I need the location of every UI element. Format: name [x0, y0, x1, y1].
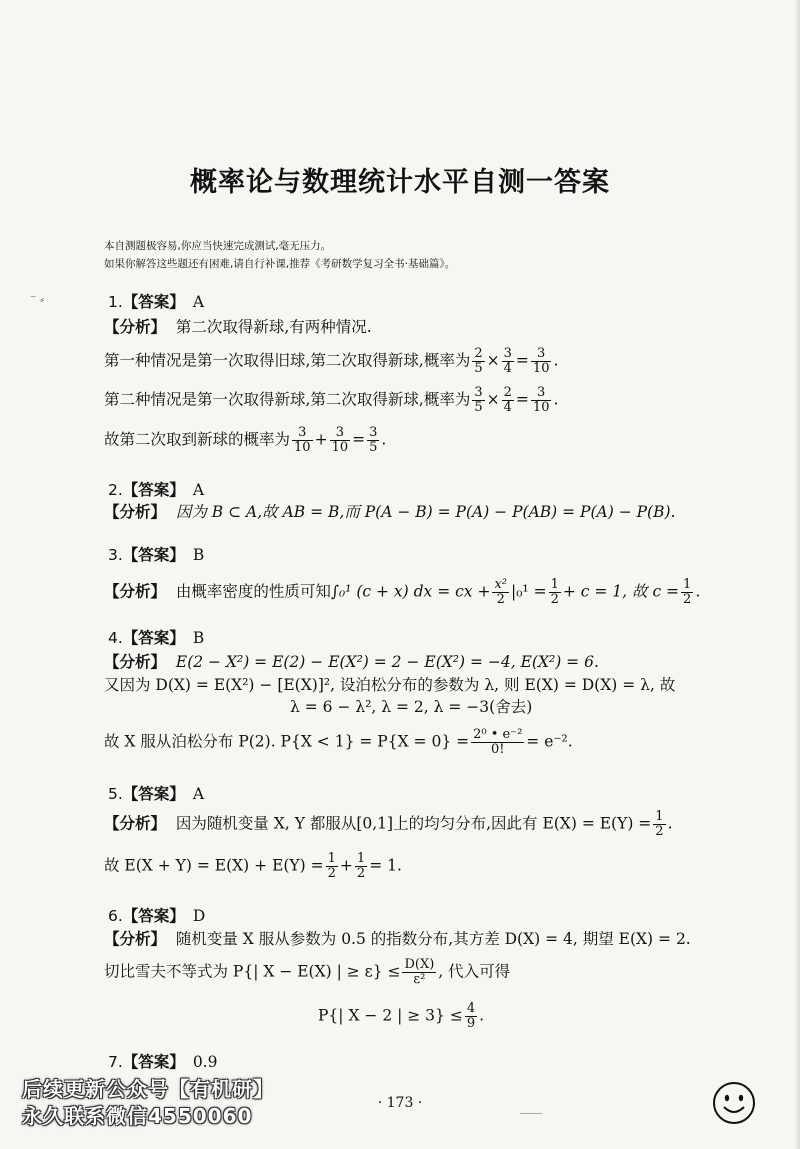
- q3-analysis-line: 【分析】 由概率密度的性质可知∫₀¹ (c + x) dx = cx + $\frac{\text{x²}}{2}$ |₀¹ = $\frac{1}{2}$ + c = 1, 故 c = $\frac{1}{2}$ .: [104, 577, 701, 607]
- answer-label: 【答案】: [122, 1053, 185, 1071]
- fraction: $\frac{3}{10}$: [331, 425, 349, 455]
- q3-number: 3.: [108, 546, 123, 564]
- intro-note-2: 如果你解答这些题还有困难,请自行补课,推荐《考研数学复习全书·基础篇》。: [104, 258, 456, 270]
- fraction: $\frac{1}{2}$: [655, 809, 664, 839]
- q1-answer-line: [108, 292, 204, 312]
- watermark-line-2: 永久联系微信4550060: [22, 1104, 253, 1128]
- answer-label: 【答案】: [122, 907, 185, 925]
- q1-answer: A: [192, 293, 205, 311]
- q5-line-1-text: 故 E(X + Y) = E(X) + E(Y) =: [104, 856, 324, 875]
- q6-line-2: P{| X − 2 | ≥ 3} ≤ $\frac{4}{9}$ .: [318, 1001, 485, 1031]
- q2-analysis-line: [104, 502, 675, 522]
- q6-line-1-text: 切比雪夫不等式为 P{| X − E(X) | ≥ ε} ≤: [104, 962, 401, 981]
- q2-analysis: 因为 B ⊂ A,故 AB = B,而 P(A − B) = P(A) − P(AB) = P(A) − P(B).: [175, 503, 676, 521]
- q3-answer: B: [192, 546, 205, 564]
- q3-rest: + c = 1, 故 c =: [562, 582, 680, 601]
- q6-line-1: [104, 958, 510, 987]
- q4-line-2: λ = 6 − λ², λ = 2, λ = −3(舍去): [290, 698, 533, 716]
- fraction: $\frac{3}{10}$: [532, 346, 550, 376]
- fraction: $\frac{\text{2⁰ • e⁻²}}{0!}$: [473, 727, 523, 757]
- q5-number: 5.: [108, 785, 123, 803]
- q3-analysis: 由概率密度的性质可知: [175, 582, 331, 601]
- q4-answer: B: [192, 629, 205, 647]
- q1-case1: 第一种情况是第一次取得旧球,第二次取得新球,概率为 $\frac{2}{5}$ × $\frac{3}{4}$ = $\frac{3}{10}$ .: [104, 346, 559, 376]
- fraction: $\frac{3}{10}$: [294, 425, 311, 455]
- fraction: $\frac{D(X)}{\text{ε²}}$: [404, 957, 435, 987]
- q1-case2-text: 第二种情况是第一次取得新球,第二次取得新球,概率为: [104, 390, 471, 409]
- q6-analysis: 随机变量 X 服从参数为 0.5 的指数分布,其方差 D(X) = 4, 期望 E(X) = 2.: [175, 930, 691, 948]
- smiley-face-icon: [711, 1080, 757, 1126]
- fraction: $\frac{1}{2}$: [550, 577, 559, 607]
- q4-tail: = e⁻².: [526, 732, 573, 751]
- answer-label: 【答案】: [122, 629, 185, 647]
- answer-label: 【答案】: [122, 546, 185, 564]
- q7-answer: 0.9: [192, 1053, 218, 1071]
- answer-label: 【答案】: [122, 293, 185, 311]
- q6-line-2-text: P{| X − 2 | ≥ 3} ≤: [318, 1006, 463, 1025]
- q1-number: 1.: [108, 293, 123, 311]
- q3-eval: |₀¹ =: [511, 582, 547, 601]
- analysis-label: 【分析】: [104, 930, 167, 948]
- q4-number: 4.: [108, 629, 123, 647]
- q4-analysis: E(2 − X²) = E(2) − E(X²) = 2 − E(X²) = −4, E(X²) = 6.: [175, 653, 599, 671]
- q6-answer-line: [108, 906, 205, 926]
- analysis-label: 【分析】: [104, 582, 167, 601]
- q4-line-3-text: 故 X 服从泊松分布 P(2). P{X < 1} = P{X = 0} =: [104, 732, 470, 751]
- answer-label: 【答案】: [122, 785, 185, 803]
- fraction: $\frac{3}{4}$: [503, 346, 512, 376]
- fraction: $\frac{4}{9}$: [466, 1001, 476, 1031]
- fraction: $\frac{1}{2}$: [327, 851, 336, 881]
- answer-label: 【答案】: [122, 481, 185, 499]
- q7-answer-line: [108, 1052, 217, 1072]
- q1-analysis-line: [104, 317, 372, 337]
- page-title: 概率论与数理统计水平自测一答案: [190, 167, 610, 198]
- page-number: · 173 ·: [377, 1095, 423, 1111]
- fraction: $\frac{3}{5}$: [369, 425, 378, 455]
- margin-mark: ⁻ ⸗: [30, 292, 45, 306]
- analysis-label: 【分析】: [104, 814, 167, 833]
- q6-answer: D: [192, 907, 206, 925]
- fraction: $\frac{2}{4}$: [503, 385, 512, 415]
- analysis-label: 【分析】: [104, 653, 167, 671]
- analysis-label: 【分析】: [104, 503, 167, 521]
- intro-note-1: 本自测题极容易,你应当快速完成测试,毫无压力。: [104, 240, 332, 252]
- q6-analysis-line: [104, 929, 691, 949]
- q5-analysis: 因为随机变量 X, Y 都服从[0,1]上的均匀分布,因此有 E(X) = E(Y) =: [175, 814, 652, 833]
- q7-number: 7.: [108, 1053, 123, 1071]
- fraction: $\frac{2}{5}$: [474, 346, 483, 376]
- q1-analysis: 第二次取得新球,有两种情况.: [175, 318, 372, 336]
- q1-case2: 第二种情况是第一次取得新球,第二次取得新球,概率为 $\frac{3}{5}$ × $\frac{2}{4}$ = $\frac{3}{10}$ .: [104, 385, 559, 415]
- q1-total-text: 故第二次取到新球的概率为: [104, 430, 291, 449]
- scan-mark: [520, 1113, 542, 1114]
- fraction: $\frac{1}{2}$: [683, 577, 692, 607]
- q4-analysis-line: [104, 652, 599, 672]
- q2-number: 2.: [108, 481, 123, 499]
- q6-number: 6.: [108, 907, 123, 925]
- q6-tail: , 代入可得: [438, 962, 511, 981]
- q5-analysis-line: 【分析】 因为随机变量 X, Y 都服从[0,1]上的均匀分布,因此有 E(X) = E(Y) = $\frac{1}{2}$ .: [104, 809, 673, 839]
- q3-answer-line: [108, 545, 204, 565]
- fraction: $\frac{3}{5}$: [474, 385, 483, 415]
- fraction: $\frac{1}{2}$: [356, 851, 366, 881]
- q1-total: 故第二次取到新球的概率为 $\frac{3}{10}$ + $\frac{3}{10}$ = $\frac{3}{5}$ .: [104, 425, 387, 455]
- q4-line-3: [104, 728, 573, 757]
- fraction: $\frac{3}{10}$: [532, 385, 550, 415]
- q3-integral: ∫₀¹ (c + x) dx = cx +: [330, 582, 491, 601]
- q4-line-1: 又因为 D(X) = E(X²) − [E(X)]², 设泊松分布的参数为 λ, 则 E(X) = D(X) = λ, 故: [104, 676, 676, 694]
- q2-answer-line: [108, 480, 204, 500]
- q1-case1-text: 第一种情况是第一次取得旧球,第二次取得新球,概率为: [104, 351, 471, 370]
- q5-answer-line: [108, 784, 204, 804]
- q2-answer: A: [192, 481, 205, 499]
- q5-tail: = 1.: [369, 856, 402, 875]
- q4-answer-line: [108, 628, 204, 648]
- q5-answer: A: [192, 785, 205, 803]
- watermark-line-1: 后续更新公众号【有机研】: [22, 1077, 274, 1101]
- q5-line-1: 故 E(X + Y) = E(X) + E(Y) = $\frac{1}{2}$ + $\frac{1}{2}$ = 1.: [104, 851, 402, 881]
- analysis-label: 【分析】: [104, 318, 167, 336]
- fraction: $\frac{\text{x²}}{2}$: [494, 577, 507, 607]
